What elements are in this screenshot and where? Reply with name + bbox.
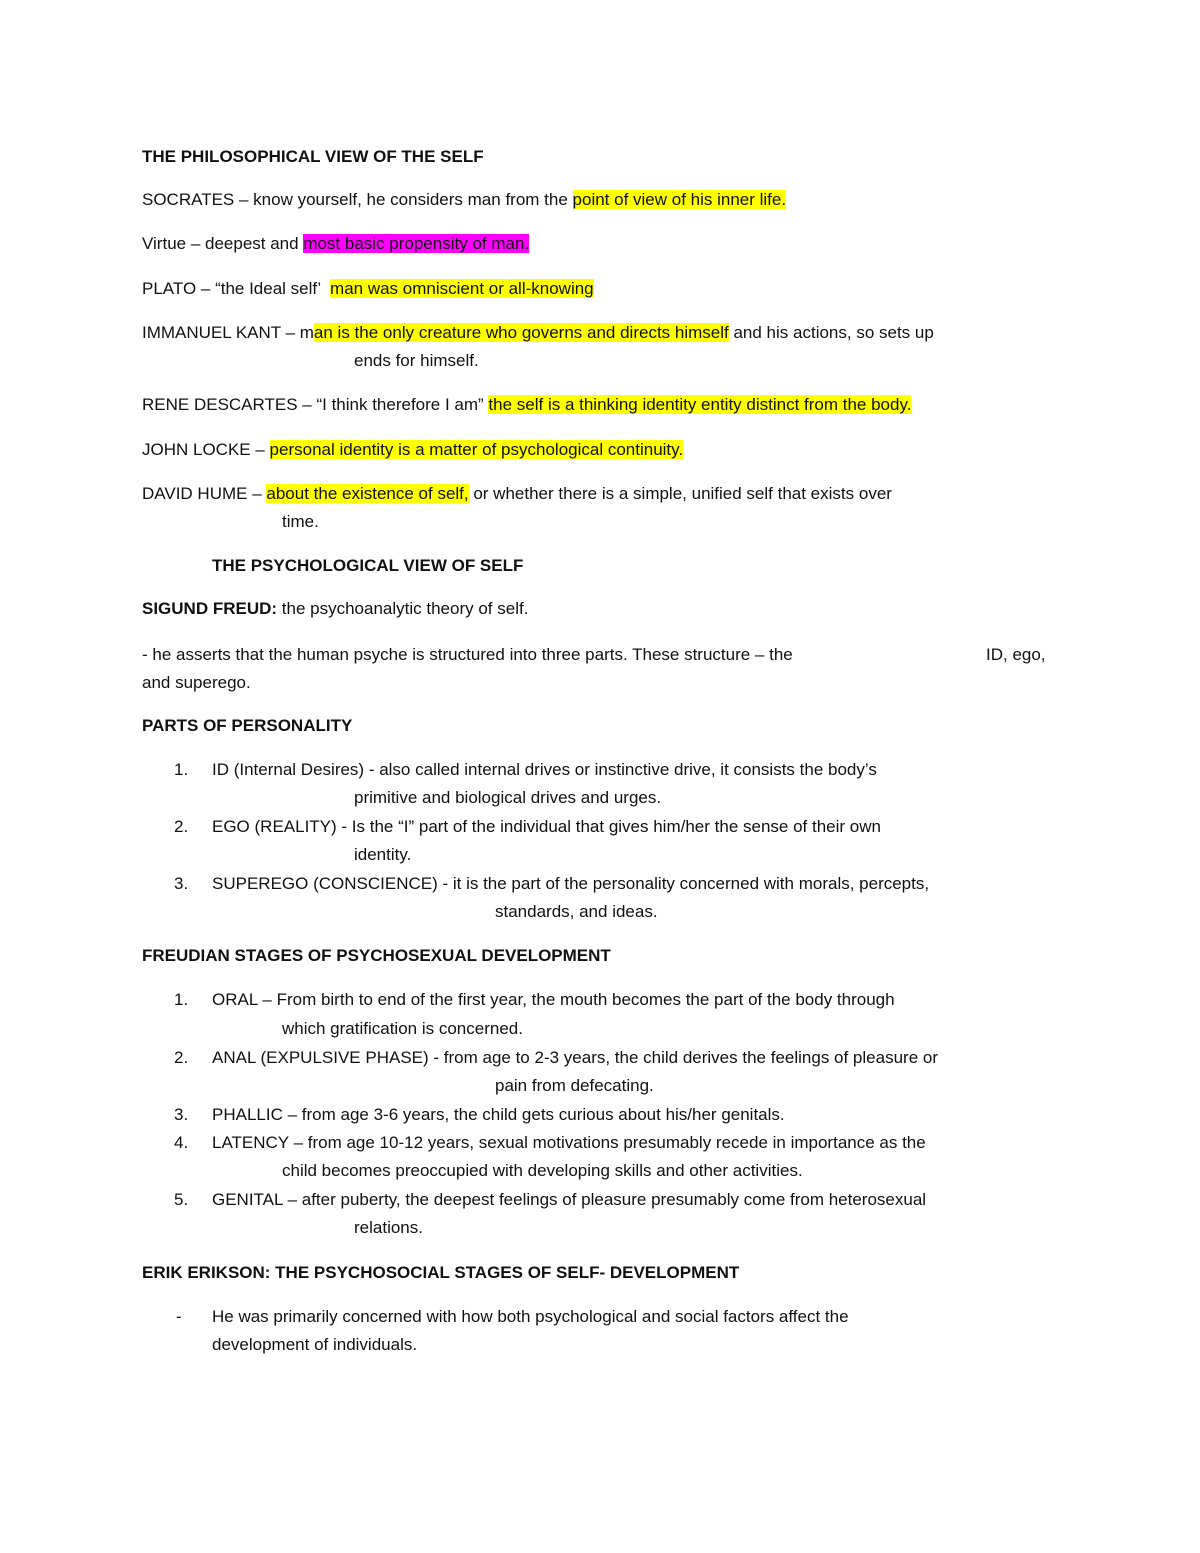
descartes-line bbox=[142, 393, 911, 417]
descartes-highlight: the self is a thinking identity entity distinct from the body. bbox=[488, 395, 912, 414]
kant-line bbox=[142, 321, 934, 345]
freud-text: the psychoanalytic theory of self. bbox=[277, 599, 529, 618]
list-item-number: 1. bbox=[174, 990, 189, 1009]
hume-suffix: or whether there is a simple, unified self that exists over bbox=[468, 484, 892, 503]
list-item-continuation: which gratification is concerned. bbox=[282, 1019, 523, 1038]
hume-text: DAVID HUME – bbox=[142, 484, 267, 503]
list-item-continuation: child becomes preoccupied with developing skills and other activities. bbox=[282, 1161, 803, 1180]
locke-text: JOHN LOCKE – bbox=[142, 440, 270, 459]
heading-erikson: ERIK ERIKSON: THE PSYCHOSOCIAL STAGES OF SELF- DEVELOPMENT bbox=[142, 1263, 740, 1282]
list-item-number: 5. bbox=[174, 1190, 189, 1209]
list-item-number: 4. bbox=[174, 1133, 189, 1152]
heading-psychological: THE PSYCHOLOGICAL VIEW OF SELF bbox=[212, 556, 524, 575]
list-item-number: 2. bbox=[174, 817, 189, 836]
socrates-line bbox=[142, 188, 786, 212]
list-item: SUPEREGO (CONSCIENCE) - it is the part of the personality concerned with morals, percepts, bbox=[212, 874, 930, 893]
kant-suffix: and his actions, so sets up bbox=[728, 323, 934, 342]
list-item: ORAL – From birth to end of the first year, the mouth becomes the part of the body through bbox=[212, 990, 895, 1009]
list-item: LATENCY – from age 10-12 years, sexual motivations presumably recede in importance as the bbox=[212, 1133, 926, 1152]
plato-text: PLATO – “the Ideal self’ bbox=[142, 279, 331, 298]
freud-label: SIGUND FREUD: bbox=[142, 599, 278, 618]
plato-line bbox=[142, 277, 594, 301]
hume-line bbox=[142, 482, 892, 506]
kant-highlight: an is the only creature who governs and directs himself bbox=[313, 323, 729, 342]
heading-personality: PARTS OF PERSONALITY bbox=[142, 716, 353, 735]
kant-text: IMMANUEL KANT – m bbox=[142, 323, 314, 342]
virtue-highlight: most basic propensity of man. bbox=[303, 234, 530, 253]
erikson-text: He was primarily concerned with how both psychological and social factors affect the bbox=[212, 1307, 849, 1326]
descartes-text: RENE DESCARTES – “I think therefore I am” bbox=[142, 395, 489, 414]
list-item-continuation: standards, and ideas. bbox=[495, 902, 658, 921]
list-item-continuation: identity. bbox=[354, 845, 412, 864]
hume-continuation: time. bbox=[282, 512, 319, 531]
list-item-continuation: pain from defecating. bbox=[495, 1076, 654, 1095]
list-item: ANAL (EXPULSIVE PHASE) - from age to 2-3 years, the child derives the feelings of pleasure or bbox=[212, 1048, 938, 1067]
list-item: PHALLIC – from age 3-6 years, the child gets curious about his/her genitals. bbox=[212, 1105, 785, 1124]
hume-highlight: about the existence of self, bbox=[266, 484, 469, 503]
list-item-number: 1. bbox=[174, 760, 189, 779]
list-item-number: 3. bbox=[174, 874, 189, 893]
plato-highlight: man was omniscient or all-knowing bbox=[330, 279, 594, 298]
list-item-continuation: primitive and biological drives and urges. bbox=[354, 788, 662, 807]
list-item-number: 2. bbox=[174, 1048, 189, 1067]
freud-line bbox=[142, 597, 528, 621]
erikson-text-continuation: development of individuals. bbox=[212, 1335, 418, 1354]
assert-line-2: and superego. bbox=[142, 673, 251, 692]
socrates-text: SOCRATES – know yourself, he considers man from the bbox=[142, 190, 573, 209]
bullet-dash: - bbox=[176, 1307, 182, 1326]
list-item-number: 3. bbox=[174, 1105, 189, 1124]
list-item: EGO (REALITY) - Is the “I” part of the individual that gives him/her the sense of their own bbox=[212, 817, 881, 836]
locke-line bbox=[142, 438, 683, 462]
virtue-line bbox=[142, 232, 529, 256]
virtue-text: Virtue – deepest and bbox=[142, 234, 304, 253]
heading-philosophical: THE PHILOSOPHICAL VIEW OF THE SELF bbox=[142, 147, 484, 166]
list-item-continuation: relations. bbox=[354, 1218, 423, 1237]
heading-stages: FREUDIAN STAGES OF PSYCHOSEXUAL DEVELOPMENT bbox=[142, 946, 611, 965]
kant-continuation: ends for himself. bbox=[354, 351, 479, 370]
socrates-highlight: point of view of his inner life. bbox=[572, 190, 787, 209]
assert-line-1-end: ID, ego, bbox=[986, 645, 1046, 664]
list-item: ID (Internal Desires) - also called internal drives or instinctive drive, it consists the body’s bbox=[212, 760, 877, 779]
list-item: GENITAL – after puberty, the deepest feelings of pleasure presumably come from heterosexual bbox=[212, 1190, 927, 1209]
locke-highlight: personal identity is a matter of psychological continuity. bbox=[269, 440, 684, 459]
assert-line-1: - he asserts that the human psyche is structured into three parts. These structure – the bbox=[142, 645, 793, 664]
